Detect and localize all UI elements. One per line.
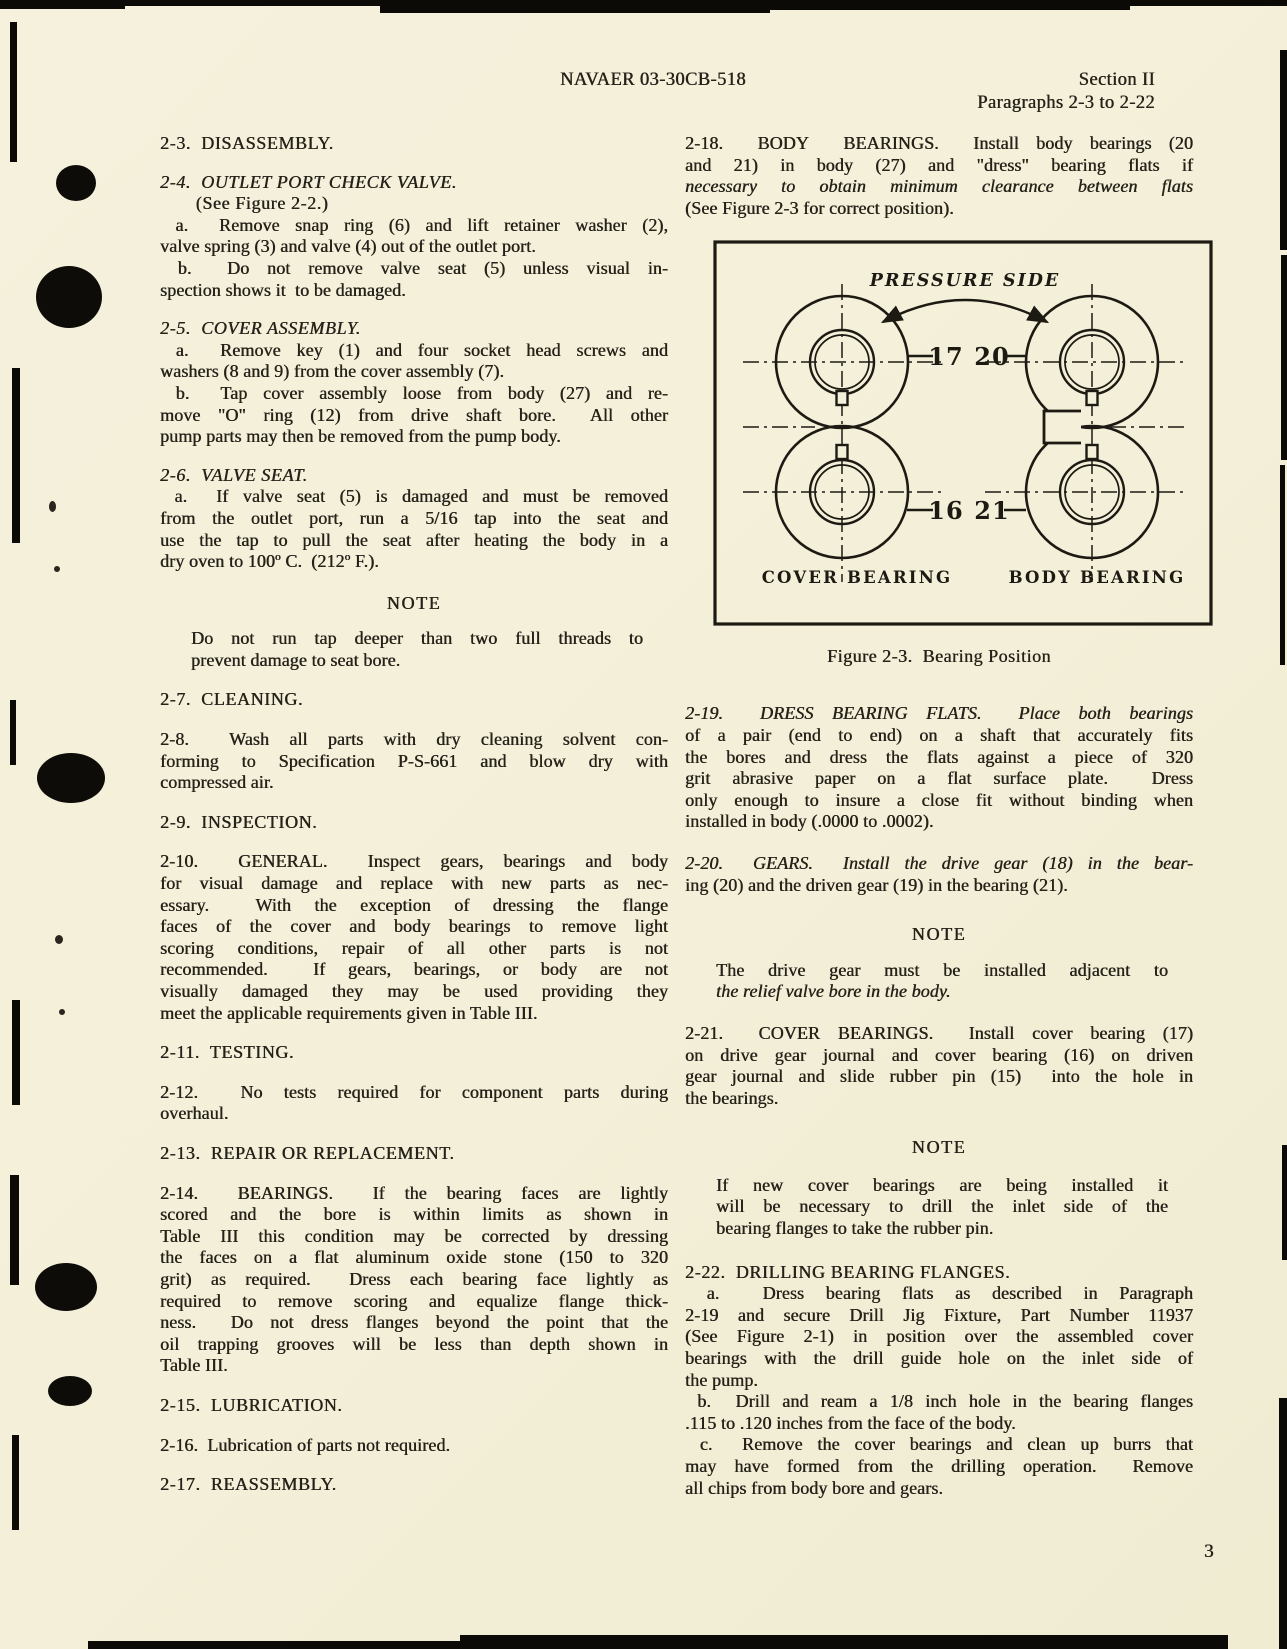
text-line: will be necessary to drill the inlet side of the [716,1196,1168,1217]
text-line: 2-15. LUBRICATION. [160,1394,343,1415]
text-line: overhaul. [160,1103,229,1124]
text-line: If new cover bearings are being installed it [716,1174,1168,1195]
text-line: from the outlet port, run a 5/16 tap into the seat and [160,507,668,528]
text-line: Table III this condition may be corrected by dressing [160,1225,668,1246]
paragraph [685,1175,1193,1240]
paragraph [160,812,668,834]
text-line: ness. Do not dress flanges beyond the point that the [160,1312,668,1333]
text-line: a. If valve seat (5) is damaged and must be removed [160,486,668,507]
text-line: on drive gear journal and cover bearing (16) on driven [685,1044,1193,1065]
text-line: a. Remove key (1) and four socket head screws and [160,339,668,360]
text-line: NOTE [911,1137,967,1158]
figure-caption: Figure 2-3. Bearing Position [827,646,1051,666]
text-line: prevent damage to seat bore. [191,649,401,670]
text-line: 2-7. CLEANING. [160,689,303,710]
bearing-position-diagram [713,240,1213,626]
cover-bearing-label: COVER BEARING [761,568,953,587]
scan-edge-right [1282,1145,1287,1260]
text-line: b. Drill and ream a 1/8 inch hole in the bearing flanges [685,1391,1193,1412]
paragraph [160,1082,668,1125]
text-line: a. Remove snap ring (6) and lift retainer washer (2), [160,214,668,235]
text-line: b. Tap cover assembly loose from body (27) and re- [160,382,668,403]
scan-edge-right [1280,465,1285,665]
paragraph [160,465,668,487]
binder-hole [56,165,96,201]
paragraph [160,593,668,615]
scan-edge-right [1280,50,1287,250]
text-line: scored and the bore is within limits as shown in [160,1204,668,1225]
text-line: 2-6. VALVE SEAT. [160,464,308,485]
text-line: only enough to insure a close fit without binding when [685,789,1193,810]
scan-speck [54,566,60,572]
text-line: use the tap to pull the seat after heating the body in a [160,529,668,550]
callout-16: 16 [928,496,964,525]
paragraph [160,258,668,301]
scan-edge-left [12,1435,19,1530]
text-line: 2-10. GENERAL. Inspect gears, bearings and body [160,851,668,872]
text-line: a. Dress bearing flats as described in Paragraph [685,1283,1193,1304]
paragraph [160,628,668,671]
text-line: for visual damage and replace with new parts as nec- [160,873,668,894]
paragraph [160,1183,668,1377]
text-line: 2-11. TESTING. [160,1042,294,1063]
paragraph [685,703,1193,833]
paragraph [685,1137,1193,1159]
paragraph [160,1435,668,1457]
text-line: of a pair (end to end) on a shaft that accurately fits [685,724,1193,745]
text-line: 2-19. DRESS BEARING FLATS. Place both bearings [685,703,1193,724]
text-line: grit abrasive paper on a flat surface plate. Dress [685,768,1193,789]
text-line: 2-21. COVER BEARINGS. Install cover bearing (17) [685,1022,1193,1043]
text-line: scoring conditions, repair of all other parts is not [160,937,668,958]
text-line: Do not run tap deeper than two full threads to [191,628,643,649]
text-line: 2-12. No tests required for component parts during [160,1081,668,1102]
paragraph [685,960,1193,1003]
text-line: gear journal and slide rubber pin (15) into the hole in [685,1066,1193,1087]
text-line: 2-13. REPAIR OR REPLACEMENT. [160,1142,455,1163]
text-line: 2-9. INSPECTION. [160,811,318,832]
text-line: valve spring (3) and valve (4) out of the outlet port. [160,236,536,257]
paragraph [160,1143,668,1165]
pressure-side-arrow [883,300,1047,322]
text-line: c. Remove the cover bearings and clean up burrs that [685,1434,1193,1455]
left-column [160,133,668,1496]
text-line: and 21) in body (27) and "dress" bearing flats if [685,154,1193,175]
text-line: 2-5. COVER ASSEMBLY. [160,318,361,339]
paragraph-range-label: Paragraphs 2-3 to 2-22 [977,92,1155,113]
text-line: (See Figure 2-3 for correct position). [685,197,954,218]
callout-21: 21 [974,496,1010,525]
paragraph [685,1023,1193,1109]
binder-hole [35,1263,97,1311]
paragraph [160,133,668,155]
paragraph [160,340,668,383]
paragraph [685,924,1193,946]
text-line: 2-20. GEARS. Install the drive gear (18) in the bear- [685,852,1193,873]
scan-edge-right [1281,255,1287,460]
paragraph [160,689,668,711]
text-line: bearings with the drill guide hole on the inlet side of [685,1348,1193,1369]
text-line: faces of the cover and body bearings to remove light [160,916,668,937]
text-line: pump parts may then be removed from the pump body. [160,426,561,447]
text-line: 2-17. REASSEMBLY. [160,1474,337,1495]
text-line: (See Figure 2-1) in position over the assembled cover [685,1326,1193,1347]
text-line: b. Do not remove valve seat (5) unless visual in- [160,257,668,278]
body-bearing-notch [1044,411,1081,443]
figure-2-3 [713,240,1213,626]
section-header [825,69,1155,114]
text-line: visually damaged they may be used providing they [160,981,668,1001]
scan-edge-left [12,368,20,543]
paragraph [160,215,668,258]
scan-edge-left [12,1000,20,1105]
paragraph [685,1434,1193,1499]
text-line: recommended. If gears, bearings, or body are not [160,959,668,980]
text-line: the bearings. [685,1087,779,1108]
text-line: 2-8. Wash all parts with dry cleaning solvent con- [160,729,668,750]
scan-edge-top [770,0,1130,10]
text-line: bearing flanges to take the rubber pin. [716,1218,994,1239]
text-line: 2-14. BEARINGS. If the bearing faces are lightly [160,1182,668,1203]
text-line: installed in body (.0000 to .0002). [685,811,934,832]
scan-speck [59,1009,65,1015]
scan-edge-top [380,0,770,13]
scan-edge-bottom [460,1635,1228,1649]
scan-edge-top [0,0,125,9]
text-line: .115 to .120 inches from the face of the body. [685,1412,1016,1433]
text-line: 2-4. OUTLET PORT CHECK VALVE. [160,171,457,192]
binder-hole [36,266,102,328]
paragraph [160,1474,668,1496]
text-line: compressed air. [160,772,274,793]
text-line: 2-16. Lubrication of parts not required. [160,1434,451,1455]
text-line: the faces on a flat aluminum oxide stone (150 to 320 [160,1247,668,1268]
scan-edge-left [10,700,16,765]
binder-hole [37,753,105,803]
document-number: NAVAER 03-30CB-518 [560,70,746,90]
text-line: dry oven to 100º C. (212º F.). [160,551,379,572]
scan-edge-left [10,22,17,162]
callout-leaders [907,356,1026,510]
text-line: 2-22. DRILLING BEARING FLANGES. [685,1261,1011,1282]
text-line: essary. With the exception of dressing the flange [160,894,668,915]
paragraph [160,1395,668,1417]
text-line: meet the applicable requirements given in Table III. [160,1002,538,1023]
binder-hole [48,1376,92,1406]
paragraph [685,1391,1193,1434]
scan-edge-bottom [88,1641,468,1649]
callout-20: 20 [974,342,1010,371]
text-line: all chips from body bore and gears. [685,1477,943,1498]
text-line: (See Figure 2-2.) [160,193,329,214]
paragraph [685,133,1193,219]
text-line: the bores and dress the flats against a piece of 320 [685,746,1193,767]
section-label: Section II [1078,70,1155,90]
paragraph [160,318,668,340]
paragraph [160,1042,668,1064]
paragraph [160,851,668,1024]
text-line: required to remove scoring and equalize flange thick- [160,1290,668,1311]
text-line: forming to Specification P-S-661 and blow dry with [160,750,668,771]
text-line: 2-3. DISASSEMBLY. [160,133,334,153]
text-line: 2-19 and secure Drill Jig Fixture, Part Number 11937 [685,1304,1193,1325]
scan-edge-left [10,1175,19,1285]
scan-speck [55,935,63,944]
paragraph [685,1262,1193,1284]
text-line: NOTE [386,592,442,613]
text-line: 2-18. BODY BEARINGS. Install body bearings (20 [685,133,1193,153]
text-line: grit) as required. Dress each bearing face lightly as [160,1268,668,1289]
scan-speck [49,501,56,512]
text-line: may have formed from the drilling operation. Remove [685,1456,1193,1476]
paragraph [685,853,1193,896]
text-line: the pump. [685,1369,758,1390]
text-line: NOTE [911,924,967,945]
text-line: Table III. [160,1355,228,1376]
page-number: 3 [1204,1541,1214,1562]
text-line: The drive gear must be installed adjacent to [716,959,1168,980]
text-line: move "O" ring (12) from drive shaft bore. All other [160,404,668,425]
paragraph [160,486,668,572]
paragraph [160,383,668,448]
text-line: the relief valve bore in the body. [716,981,951,1002]
pressure-side-label: PRESSURE SIDE [869,271,1061,291]
text-line: ing (20) and the driven gear (19) in the bearing (21). [685,874,1068,895]
text-line: oil trapping grooves will be less than depth shown in [160,1333,668,1354]
scan-edge-right [1279,1398,1287,1649]
text-line: spection shows it to be damaged. [160,279,406,300]
paragraph [685,1283,1193,1391]
paragraph [160,729,668,794]
paragraph [160,172,668,215]
body-bearing-label: BODY BEARING [1008,568,1186,587]
text-line: necessary to obtain minimum clearance between flats [685,176,1193,197]
callout-17: 17 [928,342,964,371]
text-line: washers (8 and 9) from the cover assembly (7). [160,361,504,382]
